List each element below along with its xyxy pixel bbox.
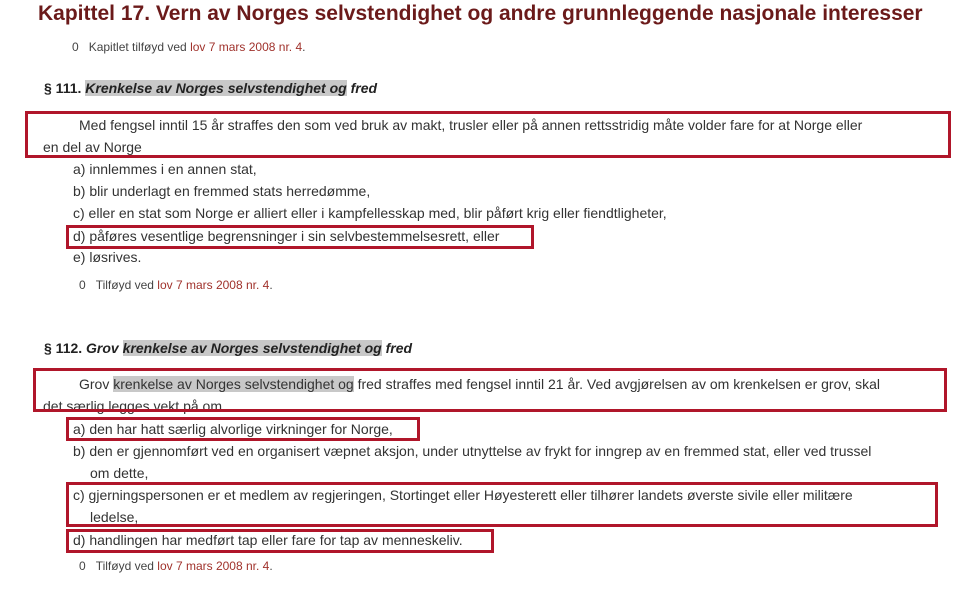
s111-item-e: e) løsrives.: [73, 249, 142, 265]
section-title-highlight: Krenkelse av Norges selvstendighet og: [85, 80, 347, 96]
section-title-pre: Grov: [86, 340, 119, 356]
law-link[interactable]: lov 7 mars 2008 nr. 4: [157, 559, 270, 573]
note-bullet: 0: [79, 278, 86, 292]
chapter-title: Kapittel 17. Vern av Norges selvstendighet og andre grunnleggende nasjonale interesser: [38, 2, 923, 25]
s112-paragraph-line1: Grov krenkelse av Norges selvstendighet og fred straffes med fengsel inntil 21 år. Ved avgjørelsen av om krenkelsen er grov, skal: [79, 376, 881, 392]
s112-item-b-line1: b) den er gjennomført ved en organisert væpnet aksjon, under utnyttelse av frykt for inngrep av en fremmed stat, eller ved trussel: [73, 443, 872, 459]
section-number: § 111.: [44, 80, 82, 96]
s111-item-b: b) blir underlagt en fremmed stats herredømme,: [73, 183, 371, 199]
paragraph-highlight: krenkelse av Norges selvstendighet og: [113, 376, 354, 392]
section-111-heading: [44, 80, 377, 96]
section-title-highlight: krenkelse av Norges selvstendighet og: [122, 340, 382, 356]
s112-item-a: a) den har hatt særlig alvorlige virkninger for Norge,: [73, 421, 393, 437]
section-112-heading: [44, 340, 412, 356]
note-prefix: Kapitlet tilføyd ved: [88, 40, 187, 54]
chapter-note: 0 Kapitlet tilføyd ved lov 7 mars 2008 nr. 4.: [72, 40, 306, 54]
s111-paragraph-line2: en del av Norge: [43, 139, 142, 155]
s112-item-b-line2: om dette,: [90, 465, 149, 481]
note-prefix: Tilføyd ved: [95, 278, 154, 292]
section-title-rest: fred: [350, 80, 378, 96]
section-number: § 112.: [44, 340, 83, 356]
s111-item-c: c) eller en stat som Norge er alliert eller i kampfellesskap med, blir påført krig eller fiendtligheter,: [73, 205, 667, 221]
note-prefix: Tilføyd ved: [95, 559, 154, 573]
s112-paragraph-line2: det særlig legges vekt på om: [43, 398, 222, 414]
note-bullet: 0: [72, 40, 79, 54]
s111-item-d: d) påføres vesentlige begrensninger i sin selvbestemmelsesrett, eller: [73, 228, 500, 244]
s111-item-a: a) innlemmes i en annen stat,: [73, 161, 257, 177]
s112-item-c-line1: c) gjerningspersonen er et medlem av regjeringen, Stortinget eller Høyesterett eller tilhører landets øverste sivile eller militære: [73, 487, 853, 503]
s112-item-d: d) handlingen har medført tap eller fare for tap av menneskeliv.: [73, 532, 463, 548]
s112-item-c-line2: ledelse,: [90, 509, 139, 525]
s111-note: 0 Tilføyd ved lov 7 mars 2008 nr. 4.: [79, 278, 273, 292]
s112-note: 0 Tilføyd ved lov 7 mars 2008 nr. 4.: [79, 559, 273, 573]
section-title-rest: fred: [385, 340, 413, 356]
law-link[interactable]: lov 7 mars 2008 nr. 4: [157, 278, 270, 292]
s111-paragraph-line1: Med fengsel inntil 15 år straffes den som ved bruk av makt, trusler eller på annen rettsstridig måte volder fare for at Norge eller: [79, 117, 863, 133]
law-link[interactable]: lov 7 mars 2008 nr. 4: [190, 40, 303, 54]
note-bullet: 0: [79, 559, 86, 573]
